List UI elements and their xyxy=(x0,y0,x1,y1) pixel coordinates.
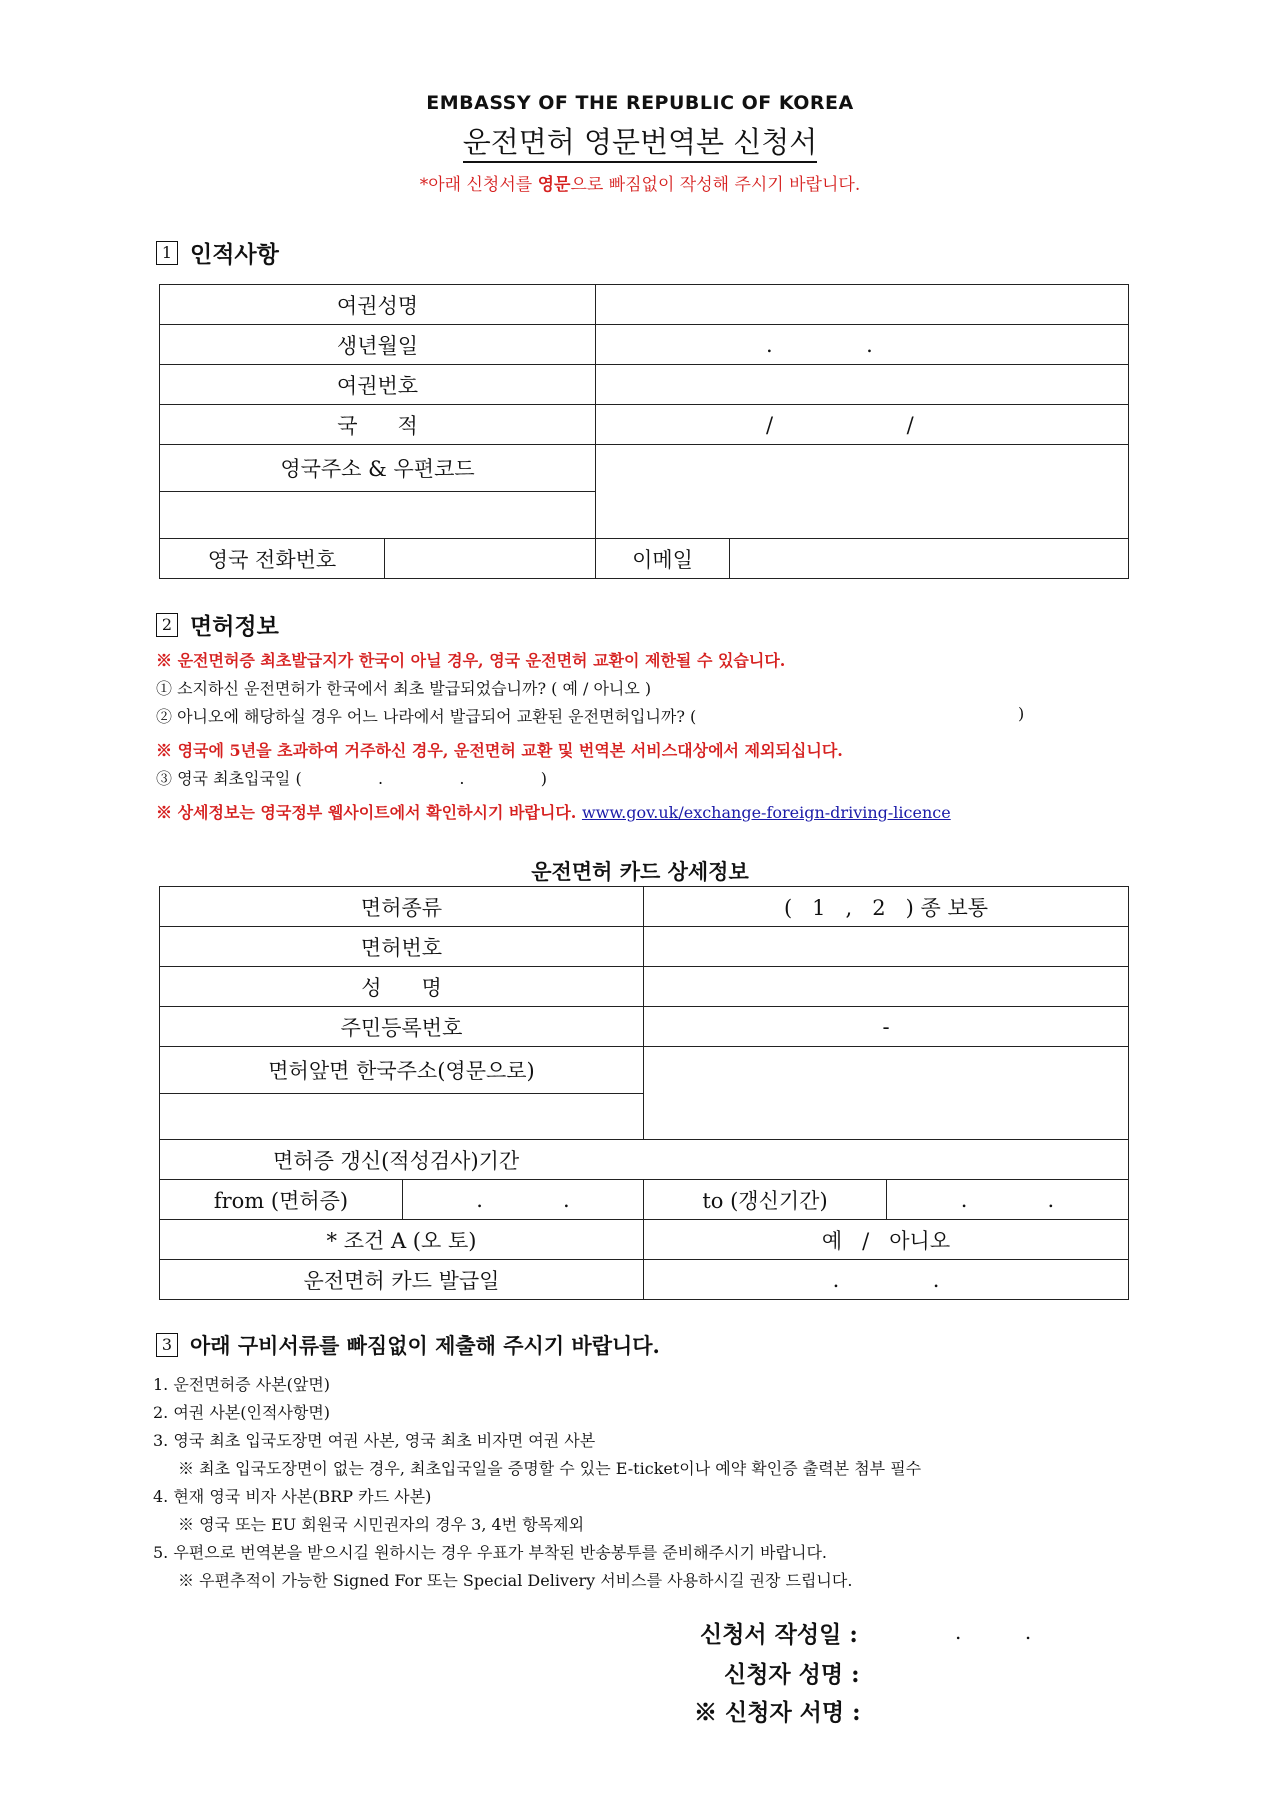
doc-item-5: 5. 우편으로 번역본을 받으시길 원하시는 경우 우표가 부착된 반송봉투를 준비해주시기 바랍니다. xyxy=(153,1543,827,1562)
field-email[interactable] xyxy=(729,538,1129,579)
label-email: 이메일 xyxy=(595,538,730,579)
field-to-date[interactable]: . . xyxy=(886,1179,1129,1220)
applicant-signature-field[interactable] xyxy=(880,1692,1140,1726)
form-title xyxy=(0,120,1280,161)
doc-item-2: 2. 여권 사본(인적사항면) xyxy=(153,1403,331,1422)
application-date-field[interactable]: . . xyxy=(955,1620,1032,1644)
doc-item-4-note: ※ 영국 또는 EU 회원국 시민권자의 경우 3, 4번 항목제외 xyxy=(178,1515,585,1534)
field-issue-date[interactable]: . . xyxy=(643,1259,1129,1300)
card-details-title: 운전면허 카드 상세정보 xyxy=(531,859,749,884)
field-kr-address[interactable] xyxy=(159,1093,644,1140)
question-2-close: ) xyxy=(1018,704,1025,723)
section2-title: 면허정보 xyxy=(190,613,279,640)
section2-number: 2 xyxy=(156,613,178,637)
label-passport-name: 여권성명 xyxy=(159,284,596,325)
field-license-no[interactable] xyxy=(643,926,1129,967)
label-holder-name: 성 명 xyxy=(159,966,644,1007)
license-note-3-text: ※ 상세정보는 영국정부 웹사이트에서 확인하시기 바랍니다. xyxy=(156,803,577,822)
label-condition: * 조건 A (오 토) xyxy=(159,1219,644,1260)
field-condition[interactable]: 예 / 아니오 xyxy=(643,1219,1129,1260)
field-birth-date[interactable]: . . xyxy=(595,324,1129,365)
label-uk-phone: 영국 전화번호 xyxy=(159,538,385,579)
label-nationality: 국 적 xyxy=(159,404,596,445)
field-nationality[interactable]: / / xyxy=(595,404,1129,445)
section1-title: 인적사항 xyxy=(190,241,279,268)
field-uk-phone[interactable] xyxy=(384,538,596,579)
doc-item-1: 1. 운전면허증 사본(앞면) xyxy=(153,1375,331,1394)
instruction-bold: 영문 xyxy=(537,175,571,195)
gov-uk-link[interactable]: www.gov.uk/exchange-foreign-driving-licence xyxy=(581,803,951,822)
label-license-type: 면허종류 xyxy=(159,886,644,927)
applicant-signature-label: ※ 신청자 서명 : xyxy=(694,1699,861,1726)
label-from: from (면허증) xyxy=(159,1179,403,1220)
question-1: ① 소지하신 운전면허가 한국에서 최초 발급되었습니까? ( 예 / 아니오 ) xyxy=(156,679,652,698)
label-license-no: 면허번호 xyxy=(159,926,644,967)
section3-number: 3 xyxy=(156,1333,178,1357)
license-note-2: ※ 영국에 5년을 초과하여 거주하신 경우, 운전면허 교환 및 번역본 서비스대상에서 제외되십니다. xyxy=(156,741,843,760)
field-passport-name[interactable] xyxy=(595,284,1129,325)
label-birth-date: 생년월일 xyxy=(159,324,596,365)
field-kr-address-right[interactable] xyxy=(643,1046,1129,1140)
label-uk-address: 영국주소 & 우편코드 xyxy=(159,444,596,492)
section3-title: 아래 구비서류를 빠짐없이 제출해 주시기 바랍니다. xyxy=(190,1333,660,1358)
section1-heading xyxy=(156,236,279,269)
license-note-1: ※ 운전면허증 최초발급지가 한국이 아닐 경우, 영국 운전면허 교환이 제한될 수 있습니다. xyxy=(156,651,786,670)
license-note-3 xyxy=(156,800,951,823)
field-passport-no[interactable] xyxy=(595,364,1129,405)
embassy-name: EMBASSY OF THE REPUBLIC OF KOREA xyxy=(426,92,854,114)
question-2: ② 아니오에 해당하실 경우 어느 나라에서 발급되어 교환된 운전면허입니까? ( xyxy=(156,707,697,726)
doc-item-3-note: ※ 최초 입국도장면이 없는 경우, 최초입국일을 증명할 수 있는 E-ticket이나 예약 확인증 출력본 첨부 필수 xyxy=(178,1459,922,1478)
label-resident-no: 주민등록번호 xyxy=(159,1006,644,1047)
application-date-label: 신청서 작성일 : xyxy=(700,1621,858,1648)
section1-number: 1 xyxy=(156,241,178,265)
applicant-name-label: 신청자 성명 : xyxy=(724,1661,860,1688)
section2-heading xyxy=(156,608,279,641)
label-kr-address: 면허앞면 한국주소(영문으로) xyxy=(159,1046,644,1094)
doc-item-5-note: ※ 우편추적이 가능한 Signed For 또는 Special Delivery 서비스를 사용하시길 권장 드립니다. xyxy=(178,1571,853,1590)
instruction-prefix: *아래 신청서를 xyxy=(419,175,538,195)
label-to: to (갱신기간) xyxy=(643,1179,887,1220)
field-resident-no[interactable]: - xyxy=(643,1006,1129,1047)
field-holder-name[interactable] xyxy=(643,966,1129,1007)
field-uk-address[interactable] xyxy=(159,491,596,539)
doc-item-3: 3. 영국 최초 입국도장면 여권 사본, 영국 최초 비자면 여권 사본 xyxy=(153,1431,596,1450)
field-license-type[interactable]: ( 1 , 2 ) 종 보통 xyxy=(643,886,1129,927)
label-passport-no: 여권번호 xyxy=(159,364,596,405)
form-title-text: 운전면허 영문번역본 신청서 xyxy=(463,125,818,163)
label-renewal-period: 면허증 갱신(적성검사)기간 xyxy=(159,1139,1129,1180)
instruction xyxy=(0,170,1280,195)
doc-item-4: 4. 현재 영국 비자 사본(BRP 카드 사본) xyxy=(153,1487,432,1506)
question-3: ③ 영국 최초입국일 ( . . ) xyxy=(156,769,547,788)
instruction-suffix: 으로 빠짐없이 작성해 주시기 바랍니다. xyxy=(570,175,861,195)
applicant-name-field[interactable] xyxy=(880,1654,1140,1688)
field-from-date[interactable]: . . xyxy=(402,1179,644,1220)
field-uk-address-right[interactable] xyxy=(595,444,1129,539)
label-issue-date: 운전면허 카드 발급일 xyxy=(159,1259,644,1300)
section3-heading xyxy=(156,1330,660,1360)
